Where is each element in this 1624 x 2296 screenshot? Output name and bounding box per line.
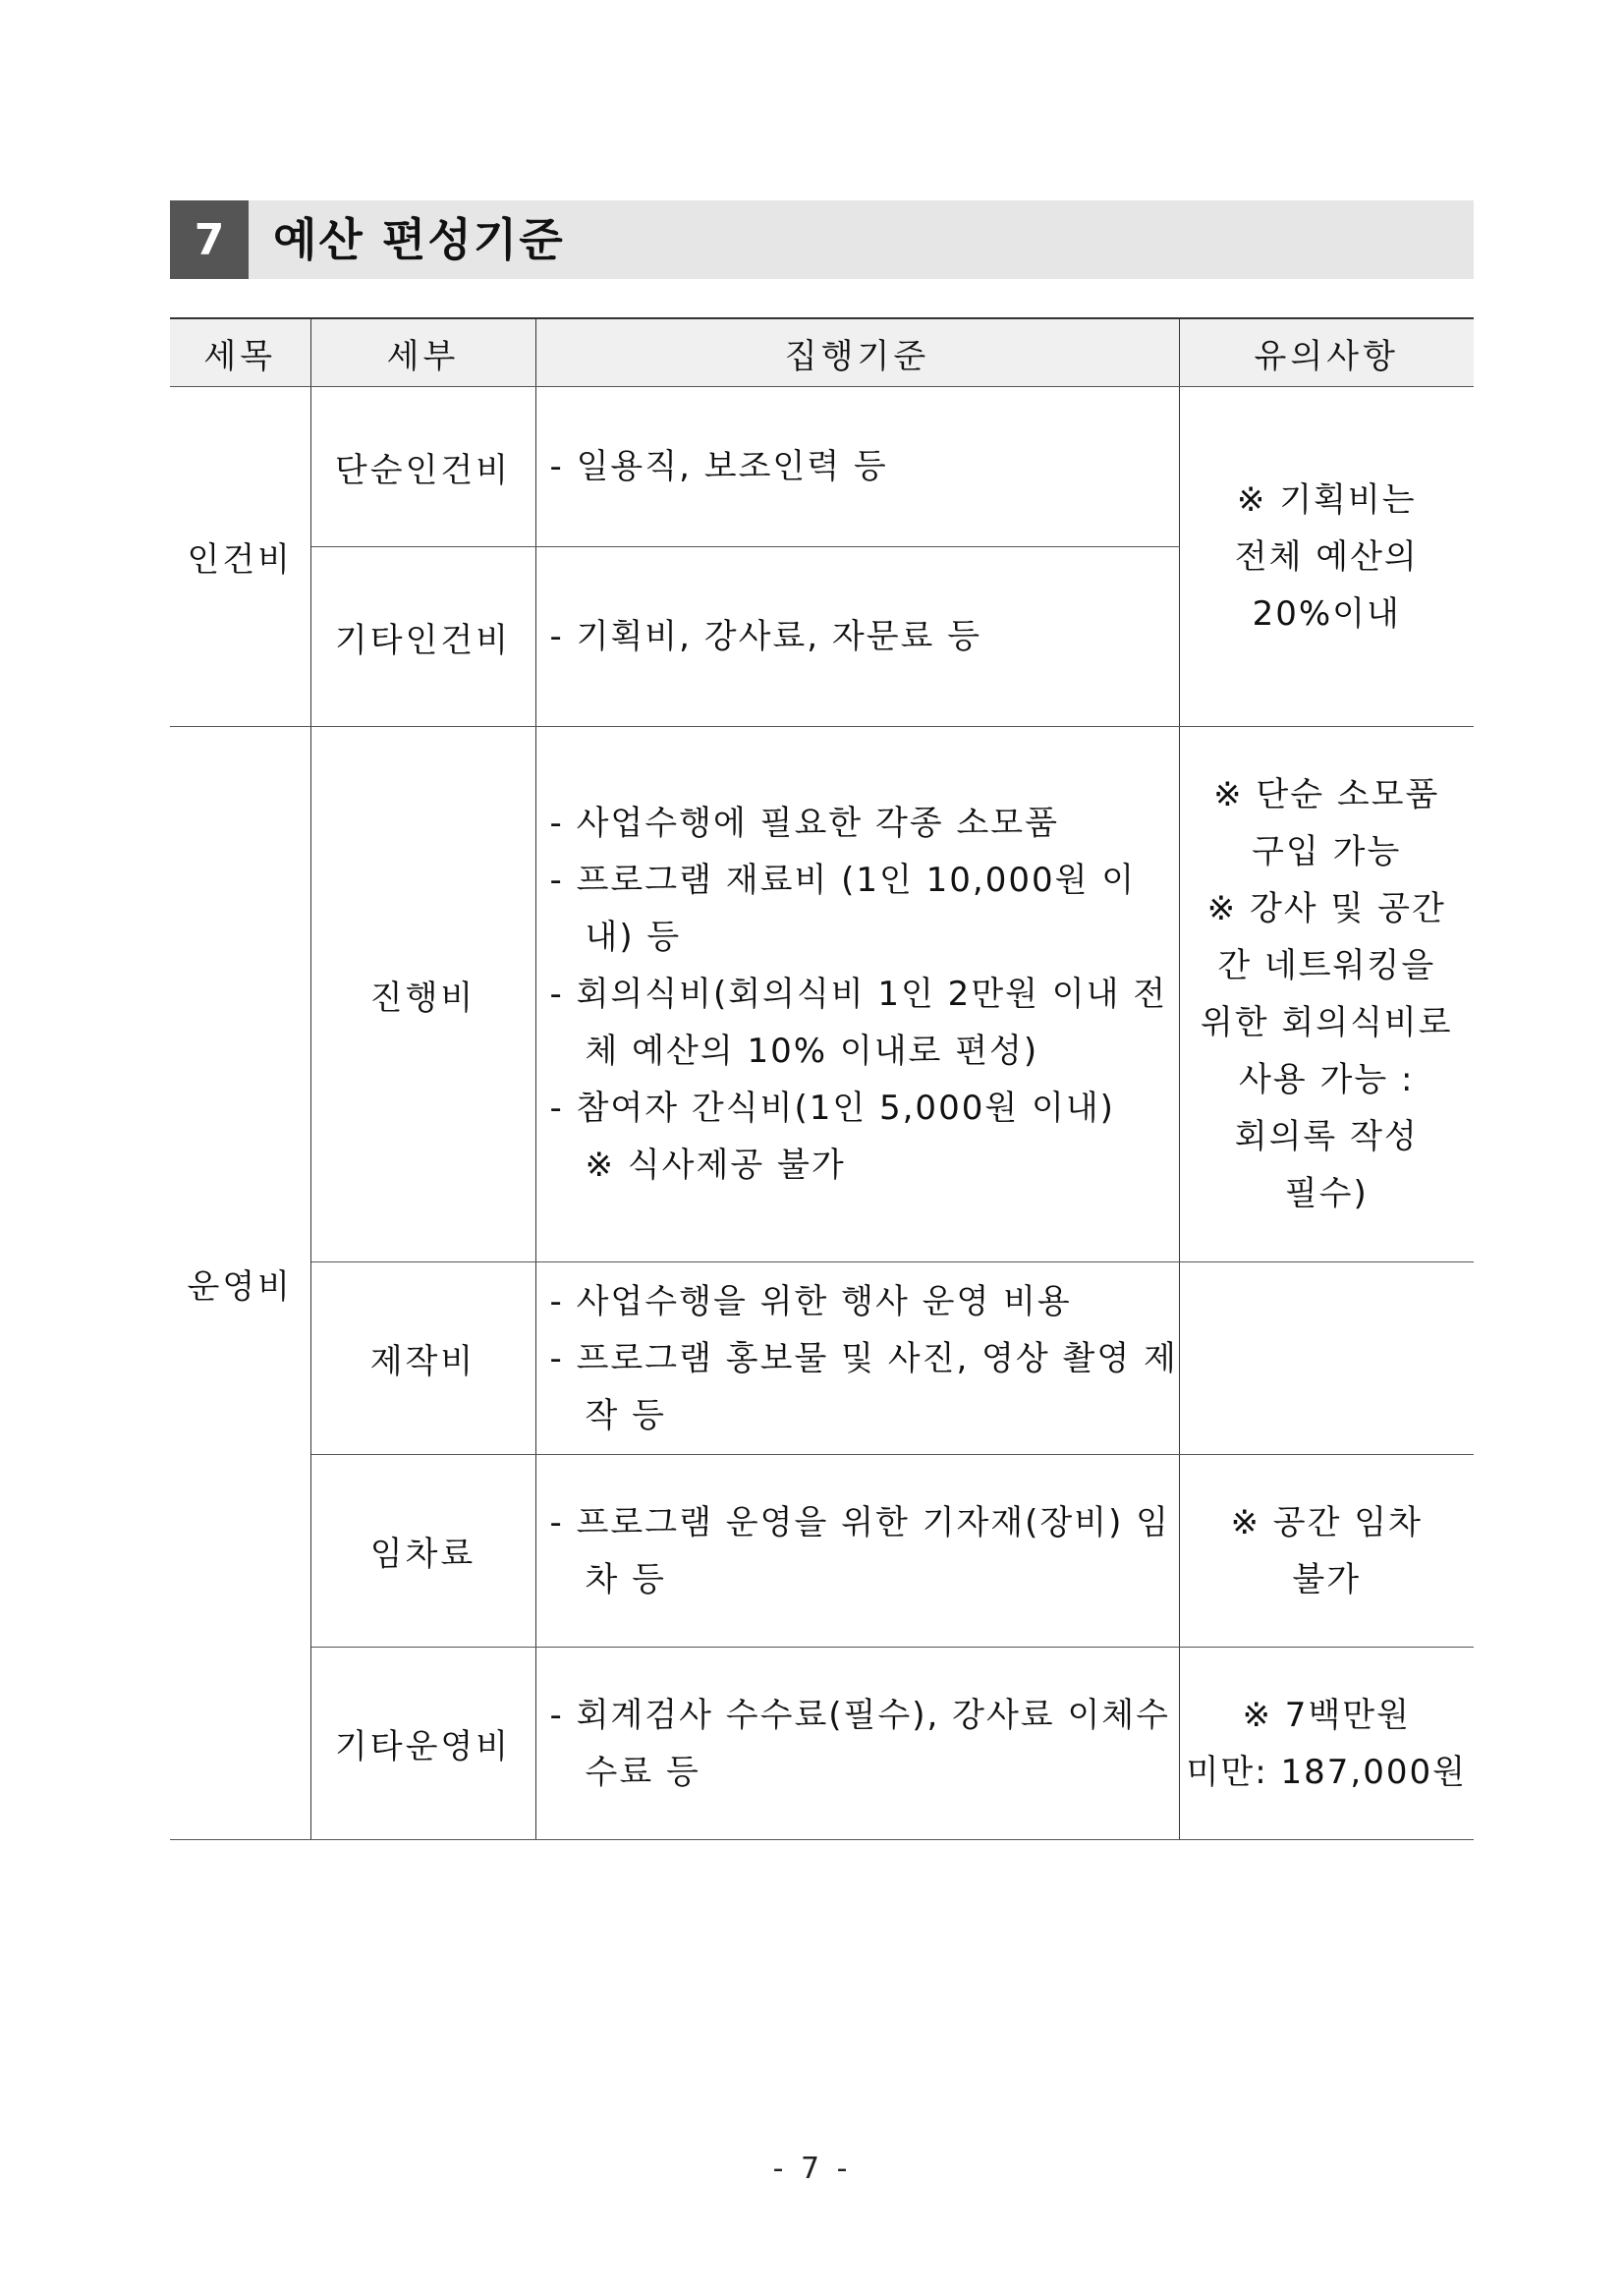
section-header [170,200,1474,279]
section-number: 7 [170,200,249,279]
table-row [170,387,1474,547]
list-item: - 사업수행을 위한 행사 운영 비용 [549,1281,1072,1321]
budget-table [170,317,1474,1840]
header-rule: 집행기준 [535,318,1179,387]
note-other-operation: ※ 7백만원 미만: 187,000원 [1179,1648,1474,1840]
detail-other-personnel: 기타인건비 [310,547,535,727]
rule-other-personnel: - 기획비, 강사료, 자문료 등 [535,547,1179,727]
note-production [1179,1262,1474,1455]
rule-other-operation [535,1648,1179,1840]
rule-sub-note: ※ 식사제공 불가 [585,1146,846,1185]
table-header-row [170,318,1474,387]
note-progress: ※ 단순 소모품 구입 가능 ※ 강사 및 공간 간 네트워킹을 위한 회의식비로 사용 가능 : 회의록 작성 필수) [1179,727,1474,1262]
note-rental: ※ 공간 임차 불가 [1179,1455,1474,1648]
rule-list [550,1273,1179,1444]
table-row [170,1648,1474,1840]
rule-progress [535,727,1179,1262]
detail-other-operation: 기타운영비 [310,1648,535,1840]
category-operation: 운영비 [170,727,310,1840]
list-item: - 사업수행에 필요한 각종 소모품 [549,804,1059,843]
list-item: - 프로그램 재료비 (1인 10,000원 이내) 등 [549,861,1137,957]
header-note: 유의사항 [1179,318,1474,387]
table-row [170,1262,1474,1455]
rule-production [535,1262,1179,1455]
rule-simple-personnel: - 일용직, 보조인력 등 [535,387,1179,547]
rule-list [550,1687,1179,1801]
rule-rental [535,1455,1179,1648]
detail-production: 제작비 [310,1262,535,1455]
category-personnel: 인건비 [170,387,310,727]
table-row [170,727,1474,1262]
list-item: - 프로그램 운영을 위한 기자재(장비) 임차 등 [549,1502,1170,1599]
list-item: - 참여자 간식비(1인 5,000원 이내) [549,1089,1115,1128]
list-item: - 프로그램 홍보물 및 사진, 영상 촬영 제작 등 [549,1338,1178,1435]
rule-list [550,1494,1179,1608]
detail-simple-personnel: 단순인건비 [310,387,535,547]
detail-rental: 임차료 [310,1455,535,1648]
section-title: 예산 편성기준 [273,213,565,266]
table-row [170,1455,1474,1648]
header-detail: 세부 [310,318,535,387]
header-category: 세목 [170,318,310,387]
rule-list [550,795,1179,1137]
note-personnel: ※ 기획비는 전체 예산의 20%이내 [1179,387,1474,727]
list-item: - 회계검사 수수료(필수), 강사료 이체수수료 등 [549,1695,1170,1792]
list-item: - 회의식비(회의식비 1인 2만원 이내 전체 예산의 10% 이내로 편성) [549,975,1168,1071]
detail-progress: 진행비 [310,727,535,1262]
page-number: - 7 - [772,2152,852,2186]
